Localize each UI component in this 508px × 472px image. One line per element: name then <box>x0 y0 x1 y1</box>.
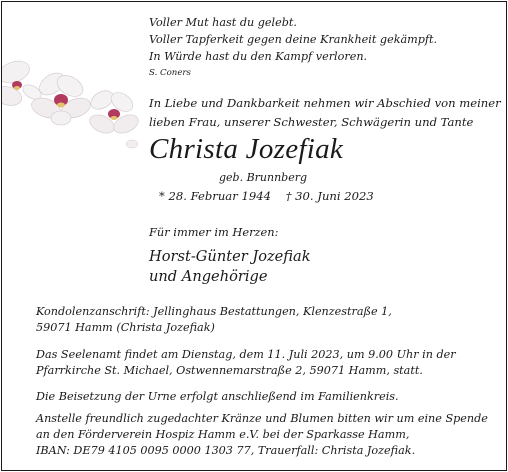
notice-line: Kondolenzanschrift: Jellinghaus Bestattungen, Klenzestraße 1, <box>36 305 392 318</box>
mourner-line: Horst-Günter Jozefiak <box>149 248 311 265</box>
poem-author: S. Coners <box>149 68 191 78</box>
orchid-flower-icon <box>2 52 142 162</box>
donation-notice <box>36 411 488 459</box>
notice-line: Pfarrkirche St. Michael, Ostwennemarstraße 2, 59071 Hamm, statt. <box>36 364 423 377</box>
poem <box>149 14 437 65</box>
poem-line: In Würde hast du den Kampf verloren. <box>149 50 368 63</box>
notice-line: IBAN: DE79 4105 0095 0000 1303 77, Trauerfall: Christa Jozefiak. <box>36 444 416 457</box>
notice-line: an den Förderverein Hospiz Hamm e.V. bei der Sparkasse Hamm, <box>36 428 410 441</box>
mourners-heading: Für immer im Herzen: <box>149 225 279 239</box>
notice-line: Das Seelenamt findet am Dienstag, dem 11. Juli 2023, um 9.00 Uhr in der <box>36 348 456 361</box>
requiem-notice <box>36 347 456 379</box>
notice-line: Anstelle freundlich zugedachter Kränze und Blumen bitten wir um eine Spende <box>36 412 488 425</box>
obituary-card <box>1 1 507 471</box>
intro-line: In Liebe und Dankbarkeit nehmen wir Abschied von meiner <box>149 96 501 110</box>
deceased-name: Christa Jozefiak <box>149 133 344 165</box>
farewell-intro <box>149 94 501 131</box>
poem-line: Voller Tapferkeit gegen deine Krankheit gekämpft. <box>149 33 438 46</box>
burial-notice <box>36 389 399 405</box>
maiden-name: geb. Brunnberg <box>219 171 308 184</box>
orchid-bloom-right <box>87 87 141 148</box>
notice-line: 59071 Hamm (Christa Jozefiak) <box>36 321 215 334</box>
poem-line: Voller Mut hast du gelebt. <box>149 16 297 29</box>
notice-line: Die Beisetzung der Urne erfolgt anschließend im Familienkreis. <box>36 390 399 403</box>
life-dates: * 28. Februar 1944 † 30. Juni 2023 <box>159 189 374 203</box>
condolence-address <box>36 304 392 336</box>
mourners-names <box>149 247 311 287</box>
mourner-line: und Angehörige <box>149 268 268 285</box>
intro-line: lieben Frau, unserer Schwester, Schwägerin und Tante <box>149 114 474 129</box>
